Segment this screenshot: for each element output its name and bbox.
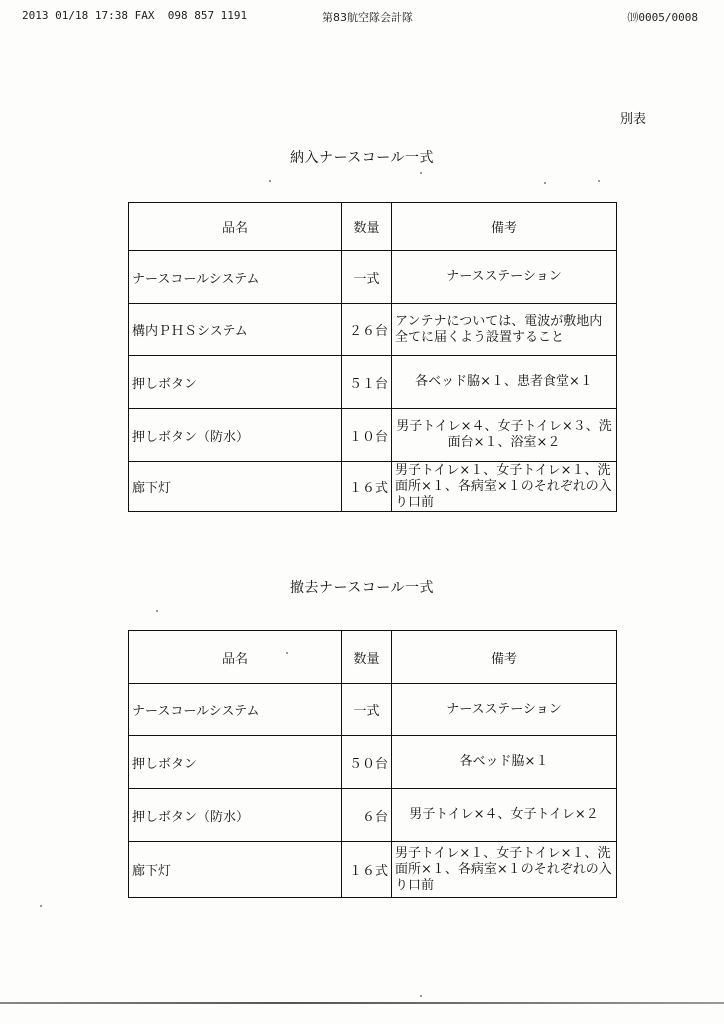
table-row (129, 304, 617, 356)
fax-page-number: ⒆0005/0008 (627, 11, 698, 24)
item-name: 押しボタン（防水） (129, 789, 342, 842)
scan-speck (420, 172, 422, 174)
table-row (129, 409, 617, 462)
table-row (129, 684, 617, 736)
item-name: 押しボタン（防水） (129, 409, 342, 462)
scan-speck (420, 995, 422, 997)
item-note: 男子トイレ×４、女子トイレ×３、洗面台×１、浴室×２ (392, 409, 617, 462)
fax-number: 098 857 1191 (167, 9, 248, 22)
table-row (129, 736, 617, 789)
scan-speck (544, 182, 546, 184)
scan-speck (156, 610, 158, 612)
table-row (129, 462, 617, 512)
item-note: アンテナについては、電波が敷地内全てに届くよう設置すること (392, 304, 617, 356)
item-name: 押しボタン (129, 356, 342, 409)
item-qty: １０台 (342, 409, 392, 462)
scan-speck (40, 905, 42, 907)
item-name: ナースコールシステム (129, 251, 342, 304)
fax-header (22, 9, 698, 25)
attachment-label: 別表 (620, 112, 647, 127)
item-note: ナースステーション (392, 251, 617, 304)
item-name: ナースコールシステム (129, 684, 342, 736)
removal-table-title: 撤去ナースコール一式 (289, 580, 435, 596)
header-qty: 数量 (342, 203, 392, 251)
header-name: 品名 (129, 631, 342, 684)
item-qty: １６式 (342, 842, 392, 898)
table-header-row (129, 631, 617, 684)
item-note: 各ベッド脇×１ (392, 736, 617, 789)
item-name: 押しボタン (129, 736, 342, 789)
table-row (129, 842, 617, 898)
removal-table (128, 630, 617, 898)
delivery-table-title: 納入ナースコール一式 (289, 150, 435, 166)
table-header-row (129, 203, 617, 251)
item-name: 構内ＰＨＳシステム (129, 304, 342, 356)
item-note: ナースステーション (392, 684, 617, 736)
header-note: 備考 (392, 203, 617, 251)
scan-speck (286, 652, 288, 654)
item-note: 男子トイレ×１、女子トイレ×１、洗面所×１、各病室×１のそれぞれの入り口前 (392, 842, 617, 898)
fax-sender: 第83航空隊会計隊 (322, 11, 413, 24)
item-note: 男子トイレ×４、女子トイレ×２ (392, 789, 617, 842)
table-row (129, 789, 617, 842)
item-qty: 一式 (342, 251, 392, 304)
item-qty: ２６台 (342, 304, 392, 356)
scan-edge-line (0, 1002, 724, 1004)
item-qty: 一式 (342, 684, 392, 736)
scan-speck (598, 180, 600, 182)
item-note: 男子トイレ×１、女子トイレ×１、洗面所×１、各病室×１のそれぞれの入り口前 (392, 462, 617, 512)
item-qty: ５１台 (342, 356, 392, 409)
header-note: 備考 (392, 631, 617, 684)
scan-speck (269, 180, 271, 182)
item-qty: ６台 (342, 789, 392, 842)
fax-datetime: 2013 01/18 17:38 FAX 098 857 1191 (22, 9, 248, 22)
header-name: 品名 (129, 203, 342, 251)
item-qty: １６式 (342, 462, 392, 512)
item-name: 廊下灯 (129, 462, 342, 512)
table-row (129, 251, 617, 304)
delivery-table (128, 202, 617, 512)
item-note: 各ベッド脇×１、患者食堂×１ (392, 356, 617, 409)
header-qty: 数量 (342, 631, 392, 684)
table-row (129, 356, 617, 409)
item-qty: ５０台 (342, 736, 392, 789)
item-name: 廊下灯 (129, 842, 342, 898)
